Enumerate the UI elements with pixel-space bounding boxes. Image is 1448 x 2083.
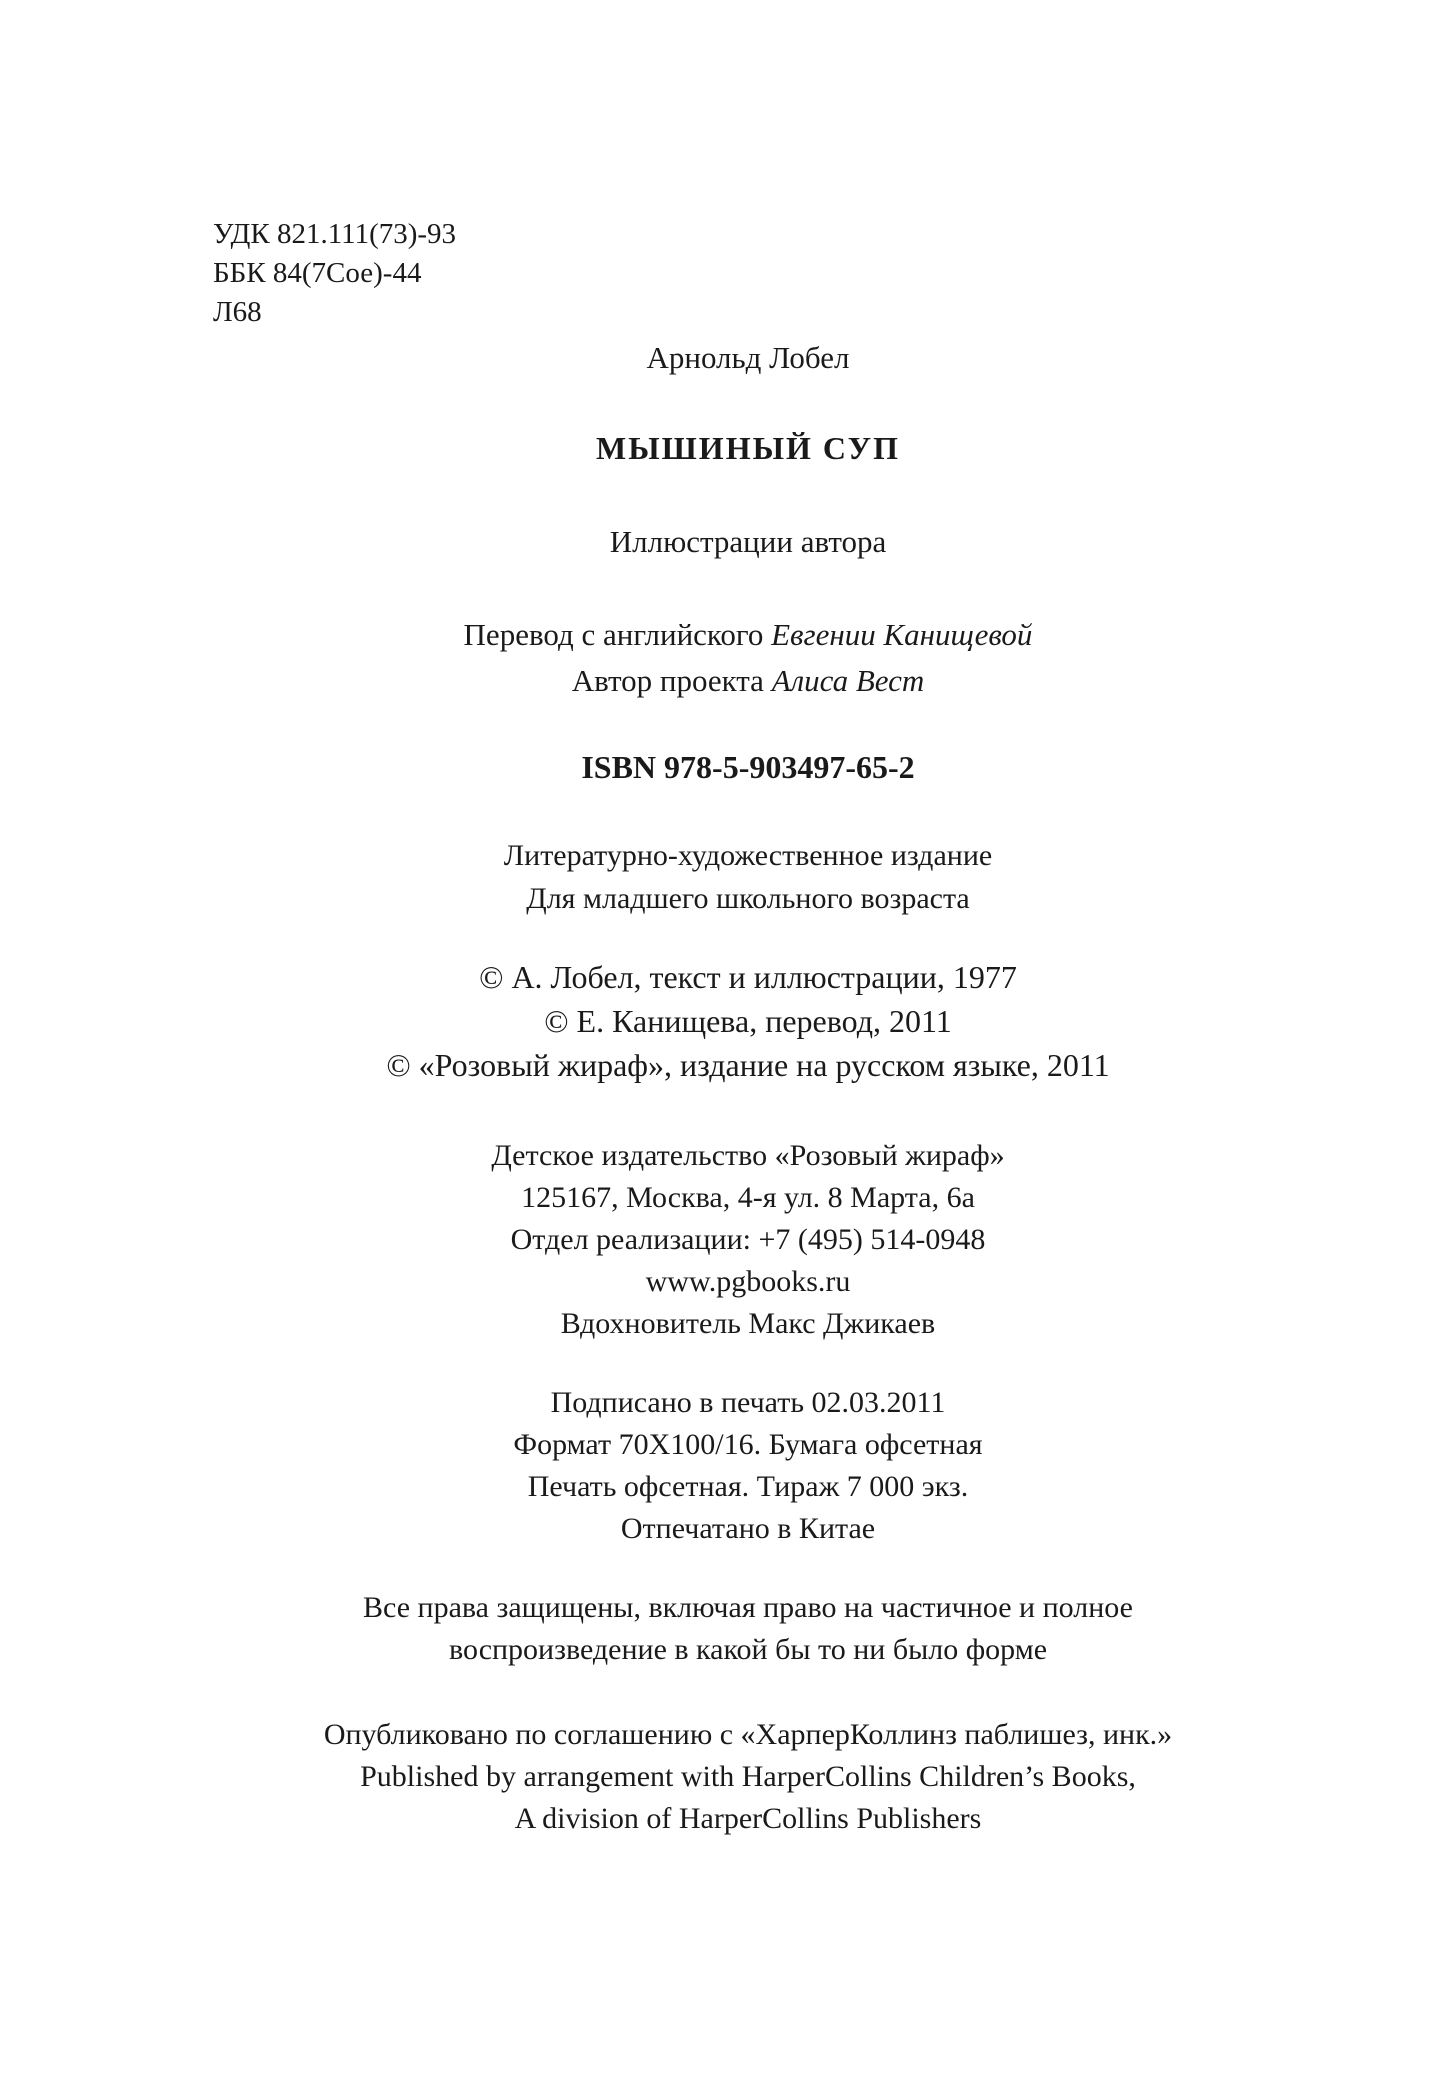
license-line: Published by arrangement with HarperCollins Children’s Books, bbox=[360, 1760, 1136, 1793]
print-format: Формат 70X100/16. Бумага офсетная bbox=[513, 1428, 983, 1461]
print-country: Отпечатано в Китае bbox=[620, 1512, 876, 1545]
publisher-address: 125167, Москва, 4-я ул. 8 Марта, 6а bbox=[521, 1181, 975, 1214]
author-mark: Л68 bbox=[213, 296, 262, 328]
translation-credit bbox=[24, 612, 1448, 658]
publisher-phone: Отдел реализации: +7 (495) 514-0948 bbox=[510, 1223, 986, 1256]
classification-codes bbox=[213, 215, 456, 332]
license-block bbox=[24, 1714, 1448, 1840]
copyright-line: © А. Лобел, текст и иллюстрации, 1977 bbox=[479, 959, 1017, 995]
bbk-code: ББК 84(7Сое)-44 bbox=[213, 257, 422, 289]
publisher-name: Детское издательство «Розовый жираф» bbox=[491, 1139, 1005, 1172]
copyright-block bbox=[24, 955, 1448, 1087]
publisher-inspirer: Вдохновитель Макс Джикаев bbox=[560, 1307, 936, 1340]
genre-block bbox=[24, 834, 1448, 920]
rights-line: Все права защищены, включая право на частичное и полное bbox=[363, 1591, 1133, 1624]
copyright-line: © Е. Канищева, перевод, 2011 bbox=[544, 1003, 952, 1039]
illustrations-note: Иллюстрации автора bbox=[609, 524, 887, 559]
publisher-block bbox=[24, 1135, 1448, 1345]
license-line: A division of HarperCollins Publishers bbox=[514, 1802, 982, 1835]
copyright-line: © «Розовый жираф», издание на русском языке, 2011 bbox=[386, 1047, 1110, 1083]
age-line: Для младшего школьного возраста bbox=[526, 882, 970, 915]
rights-block bbox=[24, 1587, 1448, 1671]
project-author-name: Алиса Вест bbox=[771, 663, 925, 698]
publisher-website: www.pgbooks.ru bbox=[645, 1265, 851, 1298]
rights-line: воспроизведение в какой бы то ни было форме bbox=[448, 1633, 1048, 1666]
print-date: Подписано в печать 02.03.2011 bbox=[550, 1386, 946, 1419]
udk-code: УДК 821.111(73)-93 bbox=[213, 218, 457, 250]
book-title: МЫШИНЫЙ СУП bbox=[596, 430, 900, 466]
translator-name: Евгении Канищевой bbox=[771, 617, 1033, 652]
printing-block bbox=[24, 1382, 1448, 1550]
license-line: Опубликовано по соглашению с «ХарперКоллинз паблишез, инк.» bbox=[323, 1718, 1173, 1751]
project-prefix: Автор проекта bbox=[571, 663, 772, 698]
genre-line: Литературно-художественное издание bbox=[503, 839, 993, 872]
credits-block bbox=[24, 612, 1448, 704]
isbn: ISBN 978-5-903497-65-2 bbox=[581, 749, 915, 785]
book-author: Арнольд Лобел bbox=[646, 340, 850, 375]
project-credit bbox=[24, 658, 1448, 704]
print-run: Печать офсетная. Тираж 7 000 экз. bbox=[527, 1470, 969, 1503]
translation-prefix: Перевод с английского bbox=[463, 617, 772, 652]
